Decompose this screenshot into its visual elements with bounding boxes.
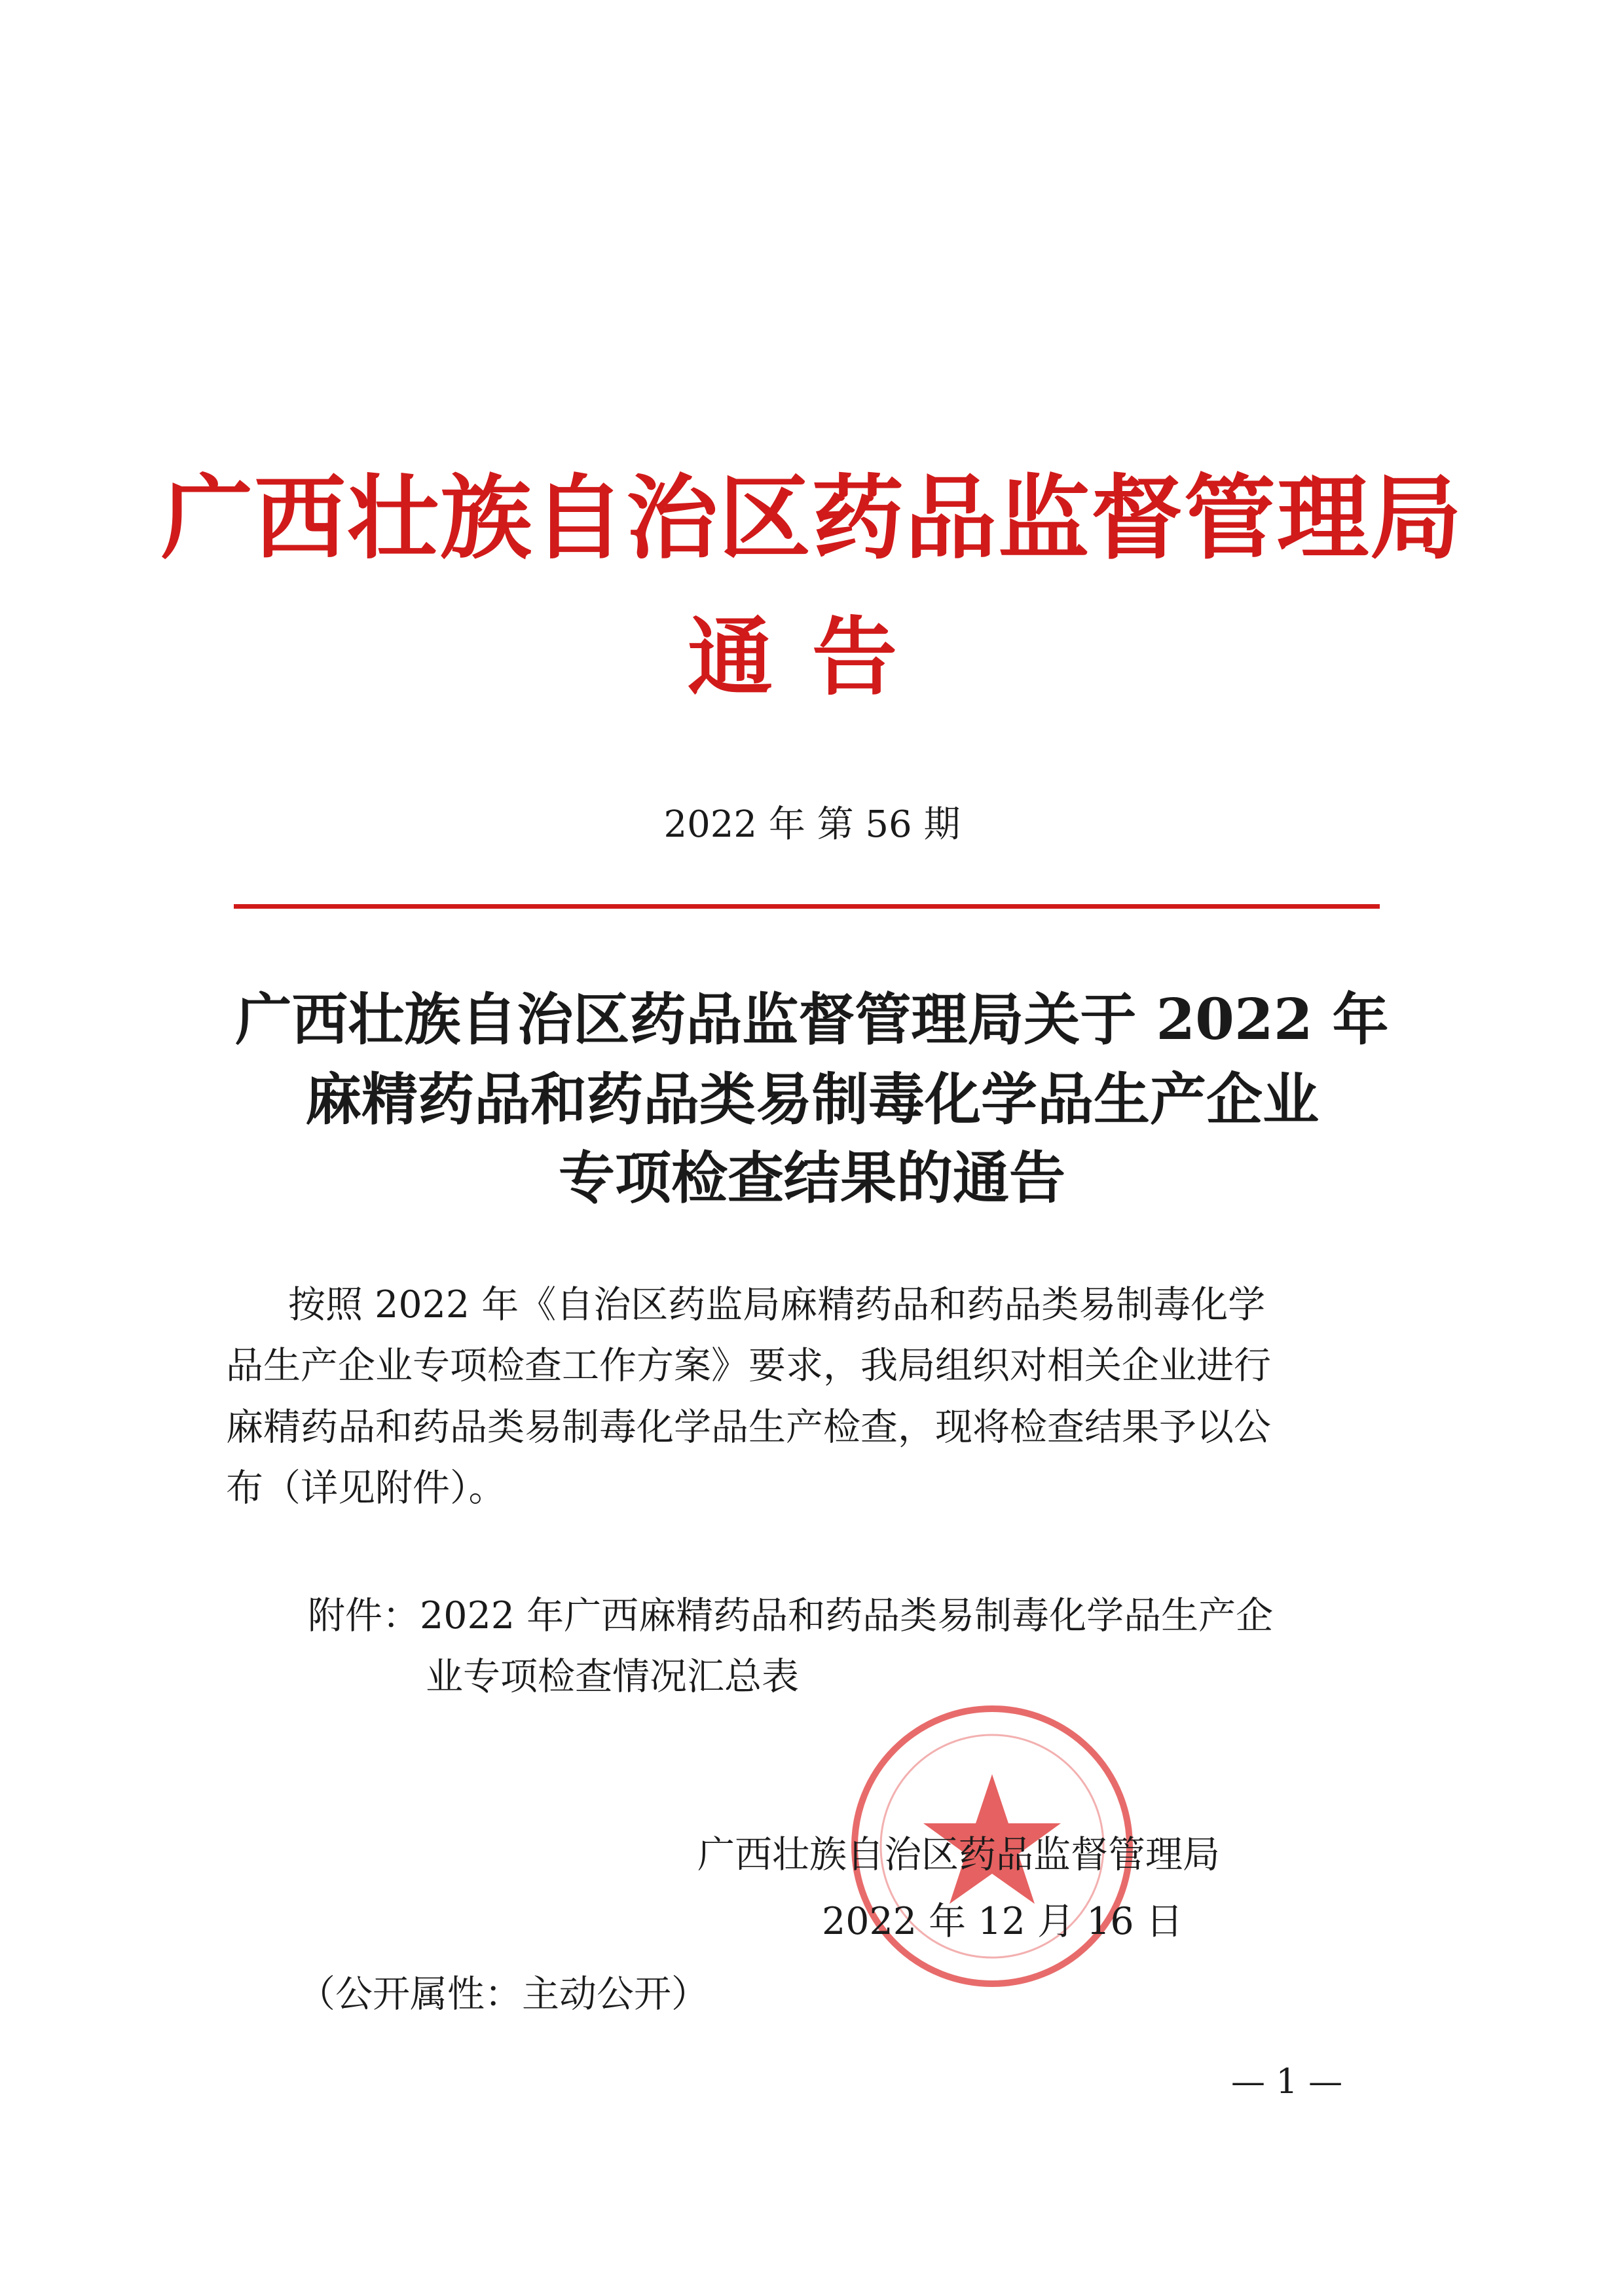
signature-date: 2022 年 12 月 16 日 (822, 1900, 1183, 1943)
body-line-3: 麻精药品和药品类易制毒化学品生产检查，现将检查结果予以公 (226, 1406, 1271, 1449)
document-type: 通告 (687, 607, 936, 707)
title-line-2: 麻精药品和药品类易制毒化学品生产企业 (305, 1066, 1319, 1133)
publicity-attribute: （公开属性：主动公开） (298, 1973, 709, 2016)
page-number: — 1 — (1231, 2062, 1343, 2102)
attachment-line-1: 附件：2022 年广西麻精药品和药品类易制毒化学品生产企 (308, 1594, 1274, 1637)
red-divider (234, 904, 1380, 909)
title-line-1: 广西壮族自治区药品监督管理局关于 2022 年 (235, 987, 1389, 1053)
body-line-2: 品生产企业专项检查工作方案》要求，我局组织对相关企业进行 (226, 1344, 1271, 1387)
signature-organization: 广西壮族自治区药品监督管理局 (697, 1833, 1220, 1876)
document-number: 2022 年 第 56 期 (663, 803, 961, 846)
title-line-3: 专项检查结果的通告 (559, 1145, 1065, 1211)
body-line-1: 按照 2022 年《自治区药监局麻精药品和药品类易制毒化学 (288, 1283, 1266, 1326)
agency-header: 广西壮族自治区药品监督管理局 (160, 465, 1463, 572)
attachment-line-2: 业专项检查情况汇总表 (426, 1655, 799, 1698)
body-line-4: 布（详见附件）。 (226, 1467, 506, 1510)
